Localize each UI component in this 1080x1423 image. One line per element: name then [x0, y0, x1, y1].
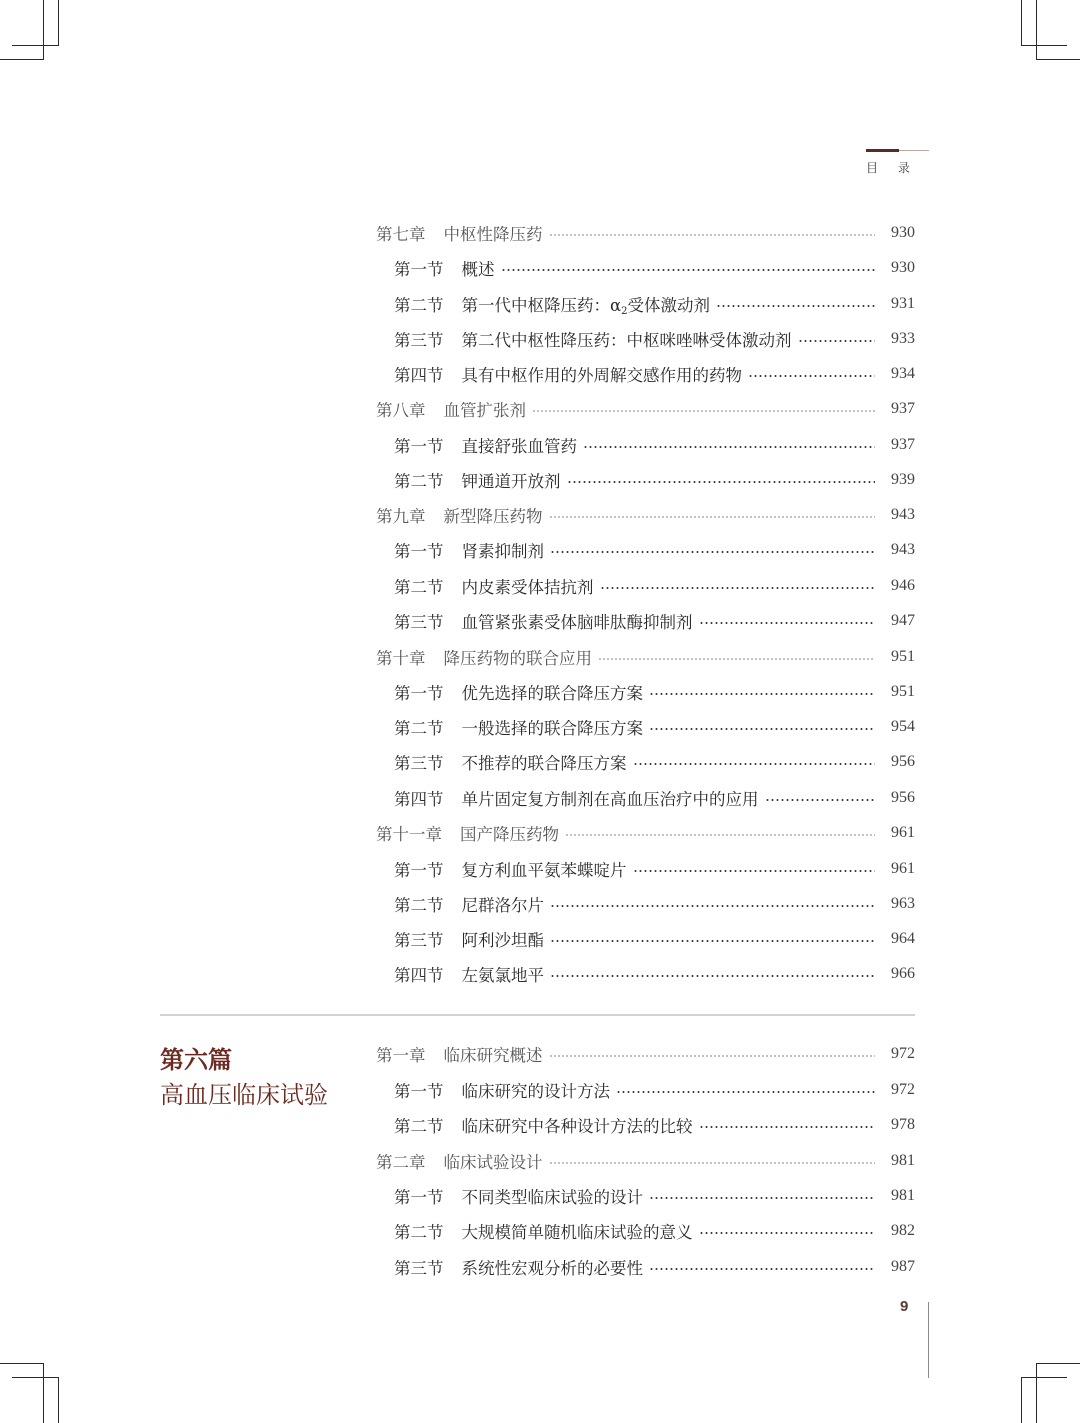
toc-section-row[interactable] [376, 679, 915, 705]
header-rule-accent [866, 149, 899, 152]
section-title-part: 第一代中枢降压药：α [461, 295, 622, 315]
toc-chapter-row[interactable] [376, 502, 915, 528]
page-ref: 933 [891, 330, 915, 347]
leader-dots [598, 644, 875, 670]
section-label: 第四节 [394, 366, 444, 385]
leader-dots [583, 432, 875, 458]
section-label: 第四节 [394, 790, 444, 809]
section-label: 第三节 [394, 754, 444, 773]
toc-section-row[interactable] [376, 749, 915, 775]
crop-mark-bottom-right-v2 [1036, 1363, 1037, 1423]
leader-dots [565, 820, 875, 846]
leader-dots [765, 785, 876, 811]
toc-section-row[interactable] [376, 537, 915, 563]
section-title: 第二代中枢性降压药：中枢咪唑啉受体激动剂 [461, 331, 792, 350]
chapter-label: 第一章 [376, 1046, 426, 1065]
page-ref: 966 [891, 965, 915, 982]
section-title: 不推荐的联合降压方案 [461, 754, 627, 773]
toc-section-row[interactable] [376, 1077, 915, 1103]
leader-dots [748, 361, 875, 387]
leader-dots [649, 714, 875, 740]
part-divider-rule [160, 1014, 915, 1016]
section-title: 大规模简单随机临床试验的意义 [461, 1223, 693, 1242]
toc-section-row[interactable] [376, 361, 915, 387]
section-title: 概述 [461, 260, 495, 279]
toc-section-row[interactable] [376, 467, 915, 493]
toc-section-row[interactable] [376, 714, 915, 740]
chapter-label: 第八章 [376, 401, 426, 420]
toc-chapter-row[interactable] [376, 1041, 915, 1067]
section-title: 具有中枢作用的外周解交感作用的药物 [461, 366, 742, 385]
toc-chapter-row[interactable] [376, 644, 915, 670]
page-ref: 946 [891, 577, 915, 594]
leader-dots [600, 573, 876, 599]
page-ref: 978 [891, 1116, 915, 1133]
leader-dots [550, 961, 875, 987]
chapter-label: 第十章 [376, 649, 426, 668]
page-number-rule [928, 1302, 929, 1378]
section-title-part: 受体激动剂 [627, 295, 711, 315]
chapter-label: 第二章 [376, 1153, 426, 1172]
page-ref: 964 [891, 930, 915, 947]
section-title: 左氨氯地平 [461, 966, 544, 985]
section-title: 钾通道开放剂 [461, 472, 561, 491]
crop-mark-bottom-left-h2 [0, 1363, 44, 1364]
section-title: 优先选择的联合降压方案 [461, 684, 643, 703]
crop-mark-top-right-v2 [1036, 0, 1037, 60]
leader-dots [633, 749, 876, 775]
leader-dots [567, 467, 876, 493]
toc-section-row[interactable] [376, 1218, 915, 1244]
section-label: 第二节 [394, 896, 444, 915]
toc-section-row[interactable] [376, 326, 915, 352]
toc-section-row[interactable] [376, 608, 915, 634]
crop-mark-bottom-left-h [12, 1377, 58, 1378]
section-label: 第三节 [394, 931, 444, 950]
crop-mark-bottom-right-h2 [1036, 1363, 1080, 1364]
section-title: 单片固定复方制剂在高血压治疗中的应用 [461, 790, 759, 809]
part-label: 第六篇 [160, 1046, 232, 1074]
page-ref: 939 [891, 471, 915, 488]
toc-section-row[interactable] [376, 573, 915, 599]
page-ref: 972 [891, 1081, 915, 1098]
page-ref: 981 [891, 1187, 915, 1204]
leader-dots [616, 1077, 875, 1103]
page-ref: 956 [891, 753, 915, 770]
header-rule [899, 150, 929, 151]
section-title: 一般选择的联合降压方案 [461, 719, 643, 738]
crop-mark-bottom-right-h [1021, 1377, 1067, 1378]
section-title: 阿利沙坦酯 [461, 931, 544, 950]
page-ref: 972 [891, 1045, 915, 1062]
crop-mark-top-left-v2 [43, 0, 44, 60]
crop-mark-top-right-h2 [1036, 59, 1080, 60]
section-label: 第一节 [394, 1188, 444, 1207]
leader-dots [716, 291, 875, 317]
section-label: 第一节 [394, 861, 444, 880]
leader-dots [649, 1254, 875, 1280]
toc-section-row[interactable] [376, 432, 915, 458]
page-ref: 934 [891, 365, 915, 382]
chapter-title: 国产降压药物 [460, 825, 559, 844]
section-title-subscript: 2 [621, 305, 628, 317]
section-title: 尼群洛尔片 [461, 896, 544, 915]
leader-dots [699, 1112, 876, 1138]
leader-dots [798, 326, 876, 352]
page-ref: 943 [891, 541, 915, 558]
leader-dots [649, 1183, 875, 1209]
section-label: 第二节 [394, 296, 444, 315]
toc-chapter-row[interactable] [376, 1148, 915, 1174]
page-ref: 951 [891, 683, 915, 700]
page-ref: 931 [891, 295, 915, 312]
chapter-label: 第九章 [376, 507, 426, 526]
crop-mark-top-left-h [12, 45, 58, 46]
chapter-title: 血管扩张剂 [443, 401, 526, 420]
running-header-title: 目 录 [866, 161, 918, 175]
toc-chapter-row[interactable] [376, 820, 915, 846]
section-title: 肾素抑制剂 [461, 542, 544, 561]
page-ref: 947 [891, 612, 915, 629]
toc-section-row[interactable] [376, 291, 915, 317]
leader-dots [633, 856, 876, 882]
page-number: 9 [900, 1298, 909, 1315]
leader-dots [550, 537, 875, 563]
section-title: 不同类型临床试验的设计 [461, 1188, 643, 1207]
toc-section-row[interactable] [376, 255, 915, 281]
page-ref: 937 [891, 436, 915, 453]
crop-mark-top-right-h [1021, 45, 1067, 46]
chapter-title: 临床研究概述 [443, 1046, 543, 1065]
section-title: 临床研究中各种设计方法的比较 [461, 1117, 693, 1136]
section-label: 第二节 [394, 472, 444, 491]
toc-section-row[interactable] [376, 891, 915, 917]
leader-dots [549, 502, 876, 528]
section-label: 第三节 [394, 1259, 444, 1278]
chapter-label: 第七章 [376, 225, 426, 244]
section-label: 第二节 [394, 1117, 444, 1136]
chapter-title: 新型降压药物 [443, 507, 543, 526]
crop-mark-bottom-right-v [1021, 1377, 1022, 1423]
section-label: 第一节 [394, 1082, 444, 1101]
section-label: 第二节 [394, 1223, 444, 1242]
page-ref: 930 [891, 224, 915, 241]
toc-section-row[interactable] [376, 961, 915, 987]
toc-section-row[interactable] [376, 785, 915, 811]
section-title: 内皮素受体拮抗剂 [461, 578, 594, 597]
page-ref: 956 [891, 789, 915, 806]
section-title: 系统性宏观分析的必要性 [461, 1259, 643, 1278]
section-label: 第一节 [394, 260, 444, 279]
section-label: 第一节 [394, 437, 444, 456]
page-ref: 930 [891, 259, 915, 276]
section-title: 血管紧张素受体脑啡肽酶抑制剂 [461, 613, 693, 632]
leader-dots [649, 679, 875, 705]
page-ref: 943 [891, 506, 915, 523]
section-title: 临床研究的设计方法 [461, 1082, 610, 1101]
section-label: 第一节 [394, 542, 444, 561]
page-ref: 963 [891, 895, 915, 912]
section-title: 复方利血平氨苯蝶啶片 [461, 861, 627, 880]
leader-dots [699, 1218, 876, 1244]
page-ref: 951 [891, 648, 915, 665]
crop-mark-bottom-left-v [58, 1377, 59, 1423]
toc-section-row[interactable] [376, 1254, 915, 1280]
section-label: 第四节 [394, 966, 444, 985]
section-label: 第一节 [394, 684, 444, 703]
page-ref: 937 [891, 400, 915, 417]
crop-mark-top-left-h2 [0, 59, 44, 60]
chapter-label: 第十一章 [376, 825, 442, 844]
leader-dots [501, 255, 876, 281]
toc-chapter-row[interactable] [376, 220, 915, 246]
leader-dots [550, 926, 875, 952]
leader-dots [549, 1041, 876, 1067]
page-ref: 954 [891, 718, 915, 735]
leader-dots [549, 220, 876, 246]
toc-section-row[interactable] [376, 926, 915, 952]
part-title: 高血压临床试验 [160, 1081, 328, 1109]
leader-dots [550, 891, 875, 917]
toc-section-row[interactable] [376, 1183, 915, 1209]
leader-dots [549, 1148, 876, 1174]
chapter-title: 中枢性降压药 [443, 225, 543, 244]
leader-dots [699, 608, 876, 634]
section-title [462, 292, 711, 317]
page-ref: 981 [891, 1152, 915, 1169]
toc-chapter-row[interactable] [376, 396, 915, 422]
leader-dots [532, 396, 875, 422]
page-ref: 982 [891, 1222, 915, 1239]
page-ref: 961 [891, 860, 915, 877]
section-label: 第二节 [394, 578, 444, 597]
chapter-title: 临床试验设计 [443, 1153, 543, 1172]
toc-section-row[interactable] [376, 856, 915, 882]
section-label: 第二节 [394, 719, 444, 738]
crop-mark-bottom-left-v2 [43, 1363, 44, 1423]
section-title: 直接舒张血管药 [461, 437, 577, 456]
chapter-title: 降压药物的联合应用 [443, 649, 592, 668]
page-ref: 961 [891, 824, 915, 841]
crop-mark-top-left-v [58, 0, 59, 46]
section-label: 第三节 [394, 613, 444, 632]
toc-section-row[interactable] [376, 1112, 915, 1138]
section-label: 第三节 [394, 331, 444, 350]
crop-mark-top-right-v [1021, 0, 1022, 46]
page-ref: 987 [891, 1258, 915, 1275]
